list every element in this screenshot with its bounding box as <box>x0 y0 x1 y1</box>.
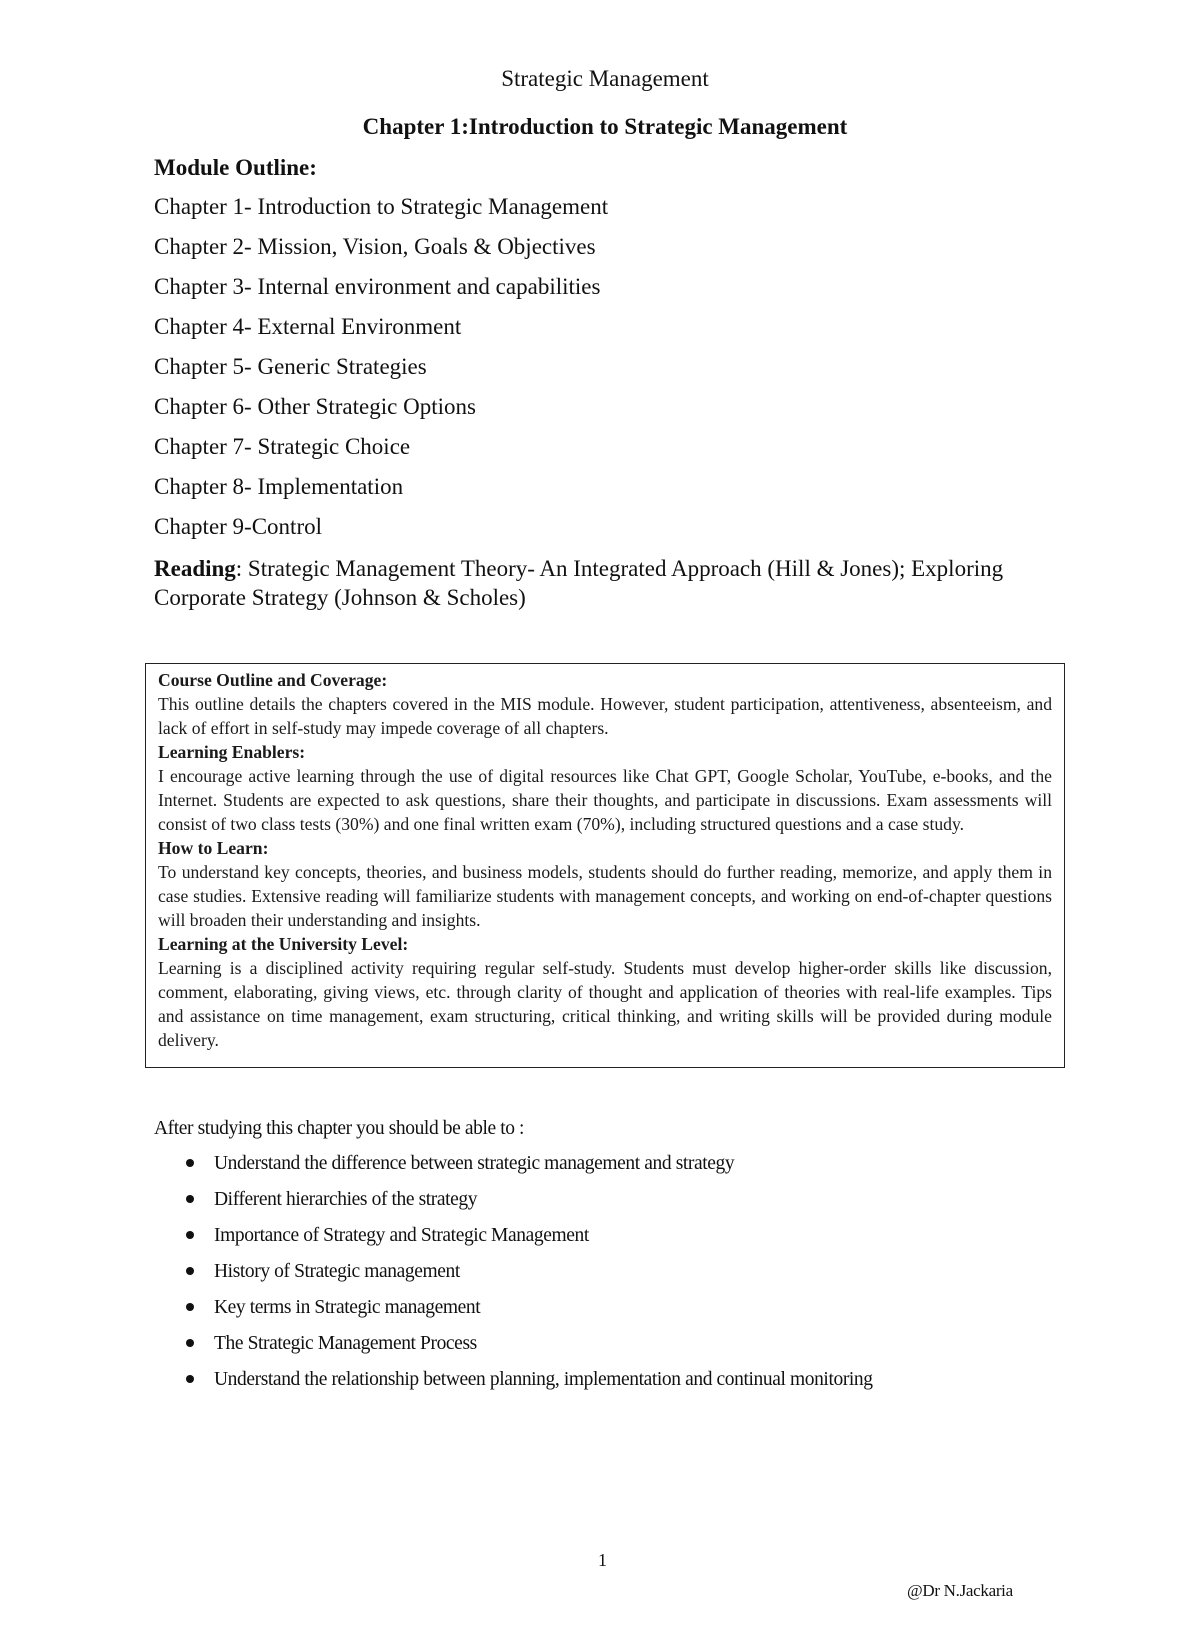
section-body: This outline details the chapters covered in the MIS module. However, student participation, attentiveness, absenteeism, and lack of effort in self-study may impede coverage of all chapters. <box>158 694 1052 738</box>
section-body: I encourage active learning through the use of digital resources like Chat GPT, Google Scholar, YouTube, e-books, and the Internet. Students are expected to ask questions, share their thoughts, and participate in discussions. Exam assessments will consist of two class tests (30%) and one final written exam (70%), including structured questions and a case study. <box>158 766 1052 834</box>
outline-item: Chapter 1- Introduction to Strategic Management <box>154 194 609 219</box>
outline-item: Chapter 7- Strategic Choice <box>154 434 411 459</box>
objective-text: History of Strategic management <box>214 1261 460 1282</box>
chapter-title: Chapter 1:Introduction to Strategic Management <box>362 114 848 139</box>
objective-item <box>186 1296 873 1332</box>
objectives-list <box>186 1152 873 1404</box>
section-body: To understand key concepts, theories, and business models, students should do further reading, memorize, and apply them in case studies. Extensive reading will familiarize students with management concepts, and working on end-of-chapter questions will broaden their understanding and insights. <box>158 862 1052 930</box>
outline-item: Chapter 6- Other Strategic Options <box>154 394 476 419</box>
objective-text: Understand the relationship between planning, implementation and continual monitoring <box>214 1369 873 1390</box>
bullet-icon <box>186 1267 194 1275</box>
section-heading: Learning at the University Level: <box>158 934 409 954</box>
reading-paragraph <box>154 554 1054 612</box>
objective-item <box>186 1260 873 1296</box>
objective-text: The Strategic Management Process <box>214 1333 477 1354</box>
reading-label: Reading <box>154 556 236 581</box>
objectives-intro: After studying this chapter you should be able to : <box>154 1118 525 1139</box>
bullet-icon <box>186 1159 194 1167</box>
section-heading: Learning Enablers: <box>158 742 306 762</box>
objective-item <box>186 1332 873 1368</box>
objective-item <box>186 1368 873 1404</box>
outline-item: Chapter 4- External Environment <box>154 314 462 339</box>
objective-text: Different hierarchies of the strategy <box>214 1189 478 1210</box>
author-credit: @Dr N.Jackaria <box>907 1581 1013 1600</box>
course-info-content <box>158 668 1052 1052</box>
section-heading: Course Outline and Coverage: <box>158 670 388 690</box>
bullet-icon <box>186 1231 194 1239</box>
outline-item: Chapter 8- Implementation <box>154 474 404 499</box>
outline-item: Chapter 3- Internal environment and capabilities <box>154 274 601 299</box>
bullet-icon <box>186 1195 194 1203</box>
objective-item <box>186 1152 873 1188</box>
outline-item: Chapter 2- Mission, Vision, Goals & Objectives <box>154 234 596 259</box>
objective-item <box>186 1188 873 1224</box>
bullet-icon <box>186 1375 194 1383</box>
objective-text: Understand the difference between strategic management and strategy <box>214 1153 735 1174</box>
reading-text: : Strategic Management Theory- An Integrated Approach (Hill & Jones); Exploring Corporate Strategy (Johnson & Scholes) <box>154 556 1004 610</box>
bullet-icon <box>186 1303 194 1311</box>
document-title: Strategic Management <box>501 66 709 91</box>
outline-item: Chapter 9-Control <box>154 514 322 539</box>
bullet-icon <box>186 1339 194 1347</box>
section-heading: How to Learn: <box>158 838 269 858</box>
module-outline-heading: Module Outline: <box>154 155 317 180</box>
outline-item: Chapter 5- Generic Strategies <box>154 354 427 379</box>
module-outline-list <box>154 193 608 553</box>
section-body: Learning is a disciplined activity requiring regular self-study. Students must develop higher-order skills like discussion, comment, elaborating, giving views, etc. through clarity of thought and application of theories with real-life examples. Tips and assistance on time management, exam structuring, critical thinking, and writing skills will be provided during module delivery. <box>158 958 1052 1050</box>
objective-item <box>186 1224 873 1260</box>
objective-text: Key terms in Strategic management <box>214 1297 481 1318</box>
objective-text: Importance of Strategy and Strategic Management <box>214 1225 589 1246</box>
page-number: 1 <box>598 1550 607 1570</box>
